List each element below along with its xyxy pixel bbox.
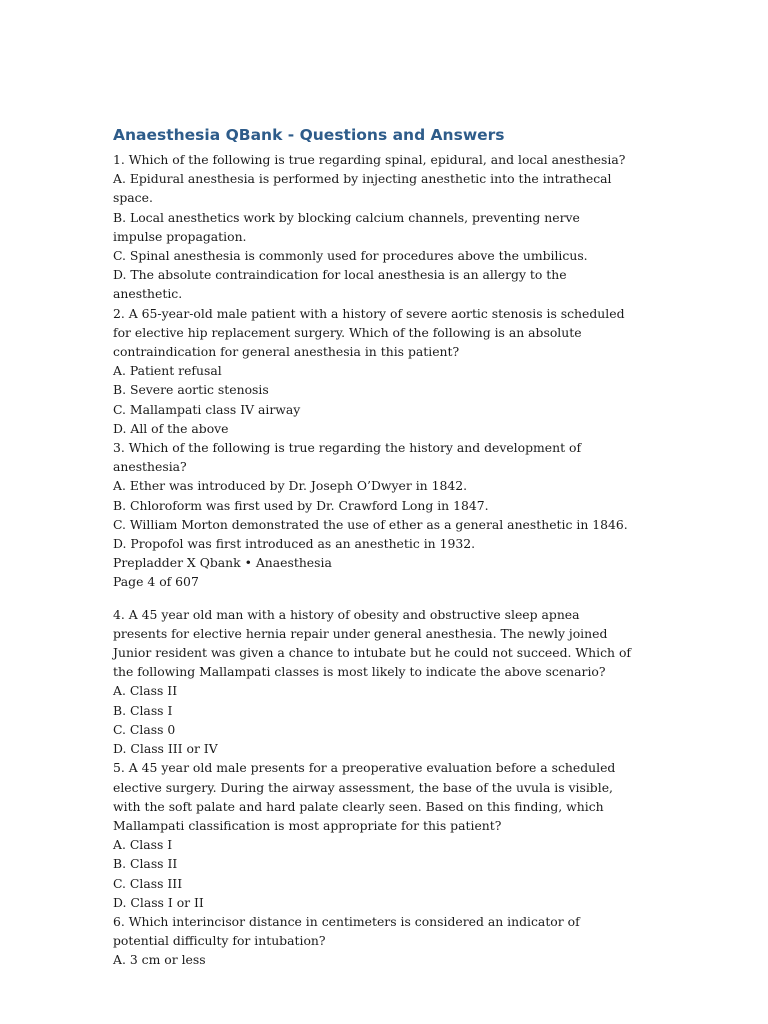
question-3-option-b: B. Chloroform was first used by Dr. Crawford Long in 1847.	[113, 497, 489, 513]
question-4-option-b: B. Class I	[113, 702, 173, 718]
page-break-gap	[113, 592, 633, 605]
question-5-stem: 5. A 45 year old male presents for a preoperative evaluation before a scheduled elective surgery. During the airway assessment, the base of the uvula is visible, with the soft palate and hard palate clearly seen. Based on this finding, which Mallampati classification is most appropriate for this patient?	[113, 760, 616, 833]
question-3-option-d: D. Propofol was first introduced as an anesthetic in 1932.	[113, 536, 476, 552]
document-title: Anaesthesia QBank - Questions and Answers	[113, 126, 505, 144]
page-footer-source: Prepladder X Qbank • Anaesthesia	[113, 555, 332, 571]
question-2-option-a: A. Patient refusal	[113, 363, 222, 379]
question-6-option-a: A. 3 cm or less	[113, 952, 206, 968]
question-4-option-c: C. Class 0	[113, 721, 176, 737]
question-2-option-c: C. Mallampati class IV airway	[113, 401, 301, 417]
question-4-option-a: A. Class II	[113, 683, 178, 699]
question-1-option-b: B. Local anesthetics work by blocking calcium channels, preventing nerve impulse propagation.	[113, 209, 580, 244]
question-5-option-c: C. Class III	[113, 875, 183, 891]
question-1-stem: 1. Which of the following is true regarding spinal, epidural, and local anesthesia?	[113, 152, 626, 167]
question-3-stem: 3. Which of the following is true regarding the history and development of anesthesia?	[113, 440, 582, 475]
question-5-option-a: A. Class I	[113, 837, 173, 853]
question-2-option-d: D. All of the above	[113, 420, 229, 436]
question-2-stem: 2. A 65-year-old male patient with a history of severe aortic stenosis is scheduled for elective hip replacement surgery. Which of the following is an absolute contraindication for general anesthesia in this patient?	[113, 305, 625, 360]
questions-block-2	[113, 605, 633, 970]
question-6-stem: 6. Which interincisor distance in centimeters is considered an indicator of potential difficulty for intubation?	[113, 913, 580, 949]
question-4-stem: 4. A 45 year old man with a history of obesity and obstructive sleep apnea presents for elective hernia repair under general anesthesia. The newly joined Junior resident was given a chance to intubate but he could not succeed. Which of the following Mallampati classes is most likely to indicate the above scenario?	[113, 606, 631, 680]
question-1-option-a: A. Epidural anesthesia is performed by injecting anesthetic into the intrathecal space.	[113, 171, 612, 206]
question-1-option-d: D. The absolute contraindication for local anesthesia is an allergy to the anesthetic.	[113, 267, 567, 302]
question-3-option-c: C. William Morton demonstrated the use of ether as a general anesthetic in 1846.	[113, 516, 628, 532]
question-1-option-c: C. Spinal anesthesia is commonly used for procedures above the umbilicus.	[113, 248, 588, 264]
question-4-option-d: D. Class III or IV	[113, 741, 218, 757]
question-3-option-a: A. Ether was introduced by Dr. Joseph O’Dwyer in 1842.	[113, 478, 468, 494]
document-page	[113, 124, 633, 970]
question-5-option-d: D. Class I or II	[113, 894, 204, 910]
question-2-option-b: B. Severe aortic stenosis	[113, 382, 269, 398]
questions-block-1	[113, 150, 633, 592]
question-5-option-b: B. Class II	[113, 856, 178, 872]
page-number: Page 4 of 607	[113, 574, 199, 590]
